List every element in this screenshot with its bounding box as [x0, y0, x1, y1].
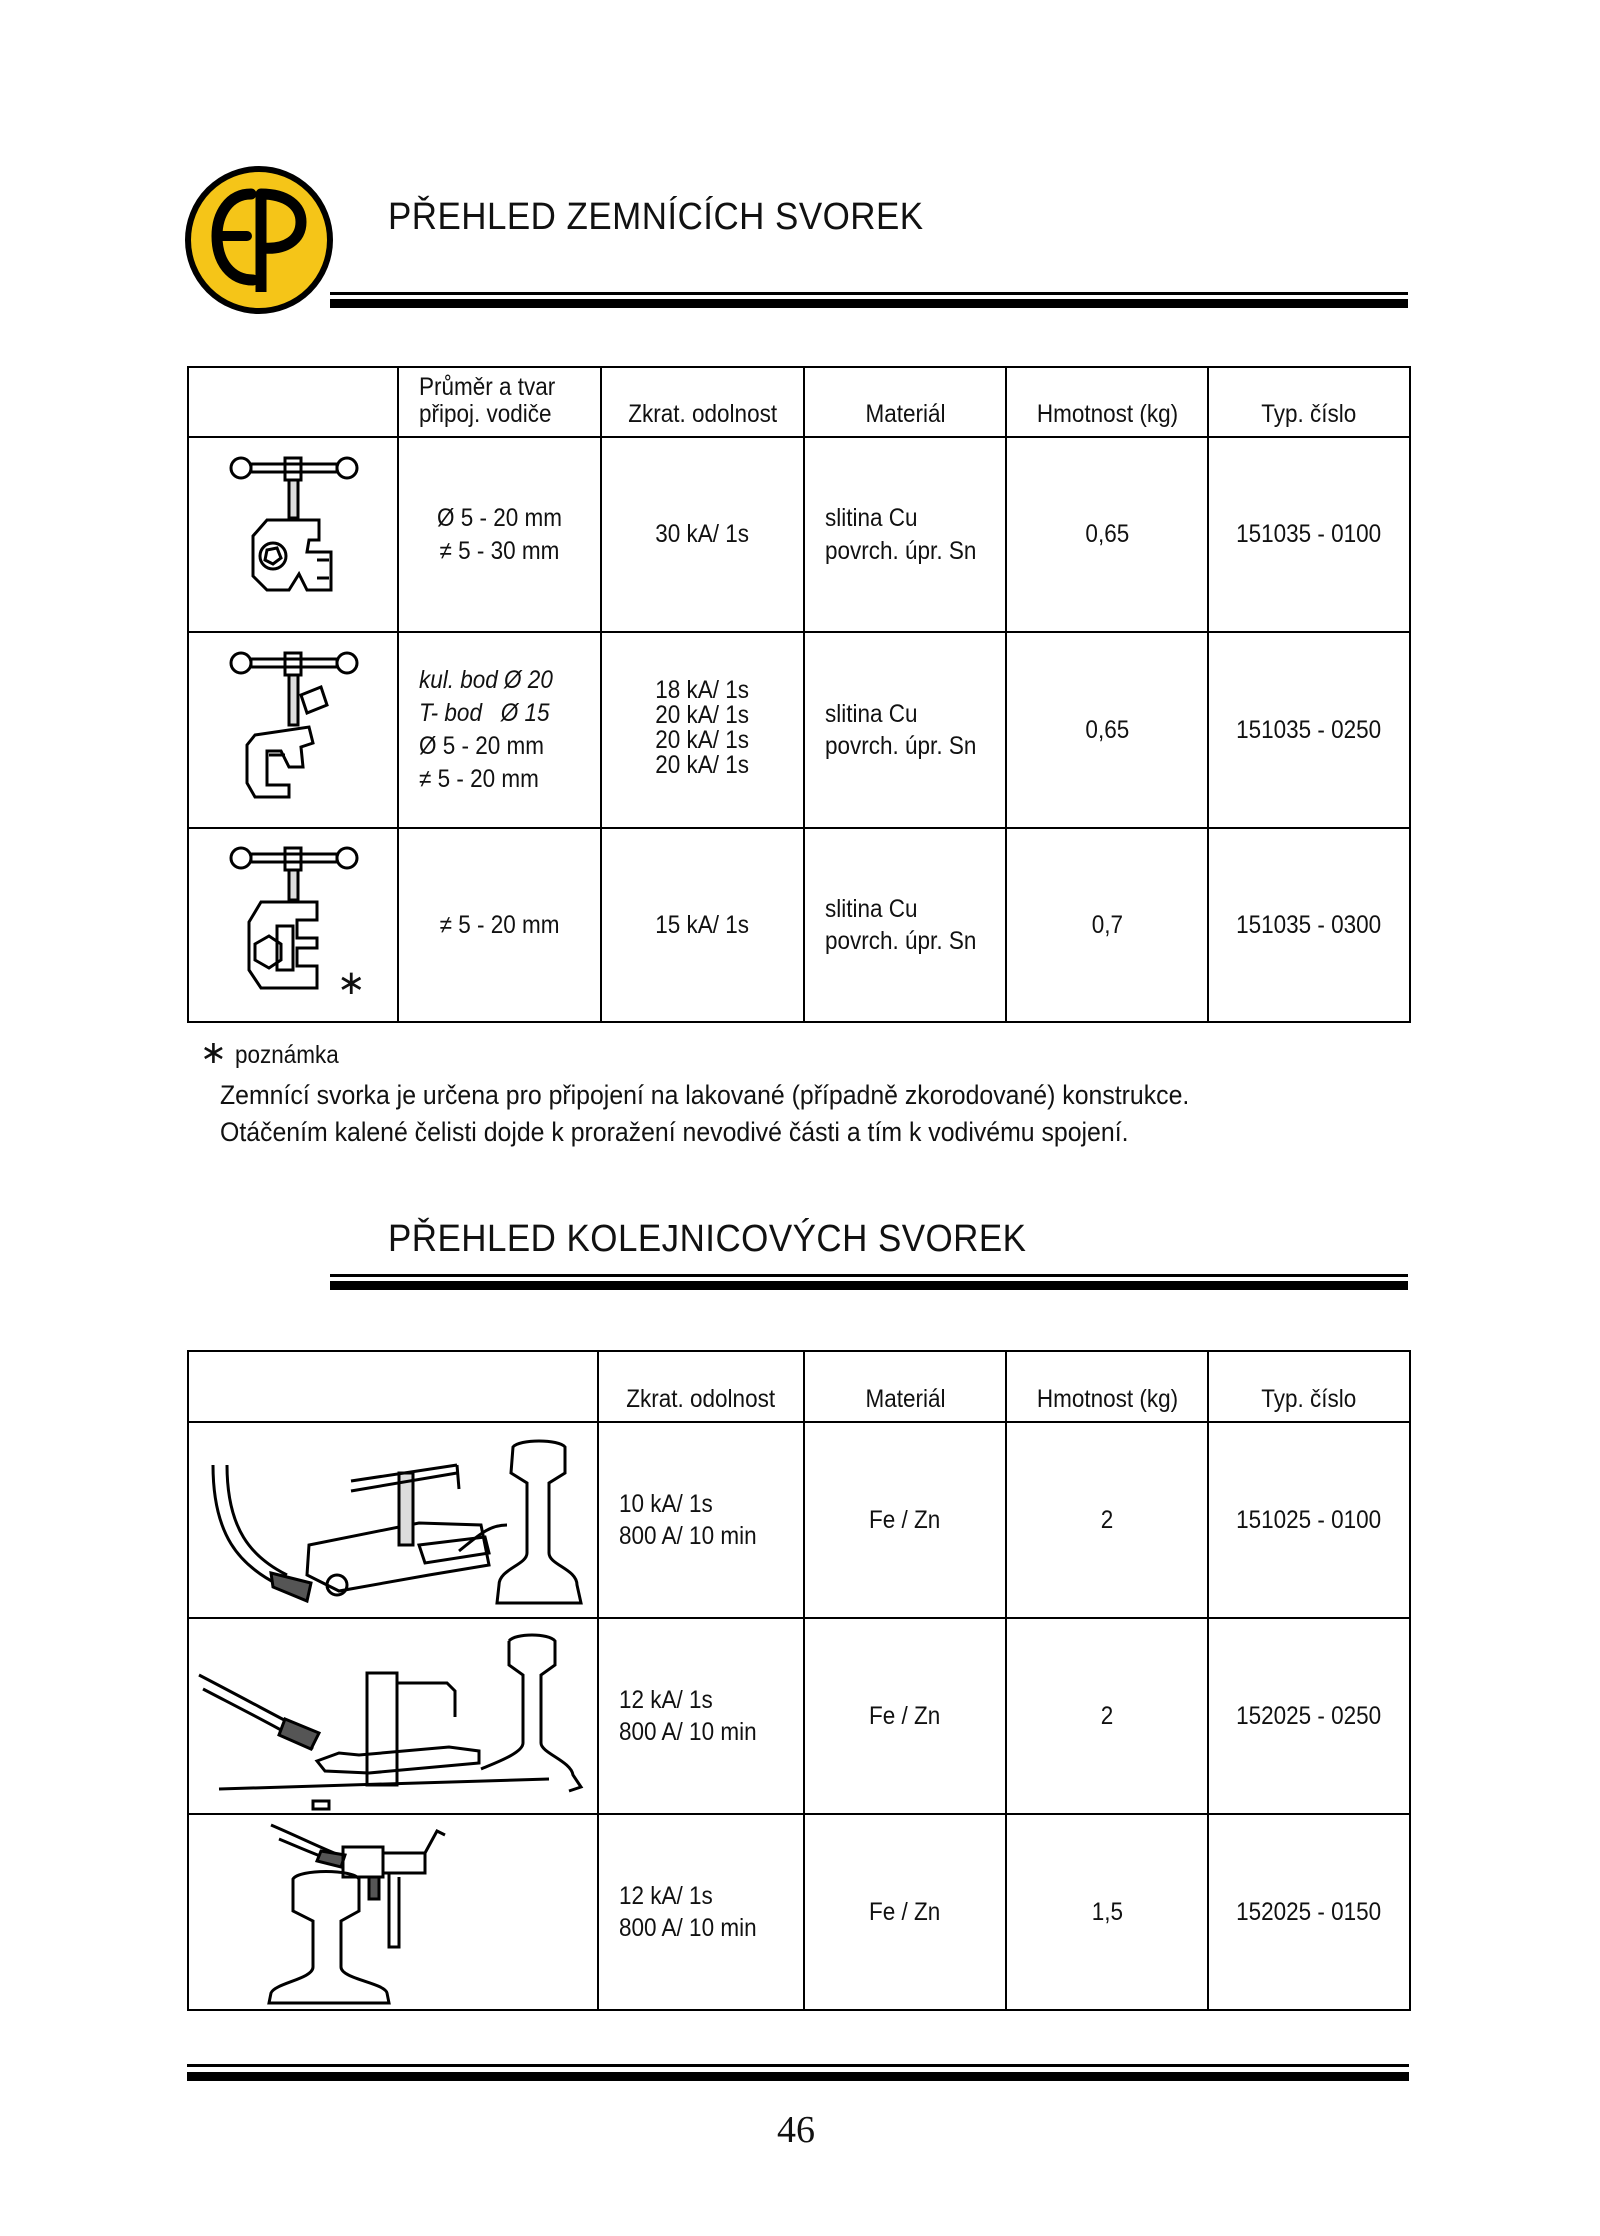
type-number-cell: 152025 - 0250 — [1208, 1618, 1410, 1814]
rail-clamp-image-cell — [188, 1422, 598, 1618]
header-diameter — [398, 367, 601, 437]
header-short-circuit: Zkrat. odolnost — [598, 1351, 804, 1422]
short-circuit-cell: 30 kA/ 1s — [601, 437, 804, 632]
title-rule-thick — [330, 299, 1408, 308]
material-cell: Fe / Zn — [804, 1618, 1006, 1814]
type-number-cell: 151025 - 0100 — [1208, 1422, 1410, 1618]
header-short-circuit: Zkrat. odolnost — [601, 367, 804, 437]
rail-clamp-side-illustration — [189, 1425, 595, 1615]
clamp-image-cell — [188, 437, 398, 632]
type-number-cell: 151035 - 0250 — [1208, 632, 1410, 828]
section-title-rail-clamps: PŘEHLED KOLEJNICOVÝCH SVOREK — [388, 1218, 1027, 1260]
table-header-row — [188, 367, 1410, 437]
table-row — [188, 828, 1410, 1022]
ground-clamp-ball-illustration — [189, 635, 395, 825]
header-type-number: Typ. číslo — [1208, 1351, 1410, 1422]
ground-clamp-illustration — [189, 440, 395, 630]
note-text — [220, 1077, 1189, 1150]
company-logo — [183, 164, 335, 316]
header-diameter-line1: Průměr a tvar — [419, 373, 556, 402]
material-cell: Fe / Zn — [804, 1422, 1006, 1618]
material-cell: Fe / Zn — [804, 1814, 1006, 2010]
short-circuit-cell: 10 kA/ 1s 800 A/ 10 min — [598, 1422, 804, 1618]
header-material: Materiál — [804, 1351, 1006, 1422]
material-cell: slitina Cu povrch. úpr. Sn — [804, 828, 1006, 1022]
type-number-cell: 151035 - 0300 — [1208, 828, 1410, 1022]
footer-rule-thick — [187, 2072, 1409, 2081]
header-material: Materiál — [804, 367, 1006, 437]
table-row — [188, 632, 1410, 828]
header-image-cell — [188, 1351, 598, 1422]
note-label: ∗ poznámka — [200, 1034, 339, 1070]
rail-clamp-foot-illustration — [189, 1621, 595, 1811]
title-rule-thick — [330, 1281, 1408, 1290]
title-rule-thin — [330, 292, 1408, 295]
header-weight: Hmotnost (kg) — [1006, 1351, 1208, 1422]
header-diameter-line2: připoj. vodiče — [419, 399, 552, 428]
header-type-number: Typ. číslo — [1208, 367, 1410, 437]
table-row — [188, 1422, 1410, 1618]
note-asterisk-mark: ∗ — [337, 964, 366, 1002]
table-row — [188, 1618, 1410, 1814]
note-asterisk-icon: ∗ — [200, 1034, 227, 1070]
clamp-image-cell — [188, 828, 398, 1022]
weight-cell: 2 — [1006, 1618, 1208, 1814]
type-number-cell: 152025 - 0150 — [1208, 1814, 1410, 2010]
material-cell: slitina Cu povrch. úpr. Sn — [804, 632, 1006, 828]
rail-clamps-table — [187, 1350, 1411, 2011]
header-weight: Hmotnost (kg) — [1006, 367, 1208, 437]
short-circuit-cell: 12 kA/ 1s 800 A/ 10 min — [598, 1618, 804, 1814]
note-text-line: Otáčením kalené čelisti dojde k proražení nevodivé části a tím k vodivému spojení. — [220, 1116, 1129, 1147]
rail-clamp-image-cell — [188, 1814, 598, 2010]
short-circuit-cell: 15 kA/ 1s — [601, 828, 804, 1022]
note-text-line: Zemnící svorka je určena pro připojení na lakované (případně zkorodované) konstrukce. — [220, 1080, 1190, 1110]
table-row — [188, 437, 1410, 632]
rail-clamp-image-cell — [188, 1618, 598, 1814]
page-number: 46 — [777, 2109, 815, 2151]
type-number-cell: 151035 - 0100 — [1208, 437, 1410, 632]
header-image-cell — [188, 367, 398, 437]
rail-clamp-head-illustration — [189, 1817, 595, 2007]
footer-rule-thin — [187, 2064, 1409, 2067]
short-circuit-cell: 12 kA/ 1s 800 A/ 10 min — [598, 1814, 804, 2010]
diameter-cell: kul. bod Ø 20 T- bod Ø 15 Ø 5 - 20 mm ≠ 5 - 20 mm — [398, 632, 601, 828]
title-rule-thin — [330, 1274, 1408, 1277]
weight-cell: 1,5 — [1006, 1814, 1208, 2010]
table-header-row — [188, 1351, 1410, 1422]
clamp-image-cell — [188, 632, 398, 828]
material-cell: slitina Cu povrch. úpr. Sn — [804, 437, 1006, 632]
weight-cell: 0,7 — [1006, 828, 1208, 1022]
section-title-grounding-clamps: PŘEHLED ZEMNÍCÍCH SVOREK — [388, 196, 924, 238]
weight-cell: 0,65 — [1006, 437, 1208, 632]
table-row — [188, 1814, 1410, 2010]
weight-cell: 0,65 — [1006, 632, 1208, 828]
short-circuit-cell: 18 kA/ 1s 20 kA/ 1s 20 kA/ 1s 20 kA/ 1s — [601, 632, 804, 828]
grounding-clamps-table — [187, 366, 1411, 1023]
diameter-cell: ≠ 5 - 20 mm — [398, 828, 601, 1022]
weight-cell: 2 — [1006, 1422, 1208, 1618]
diameter-cell: Ø 5 - 20 mm ≠ 5 - 30 mm — [398, 437, 601, 632]
